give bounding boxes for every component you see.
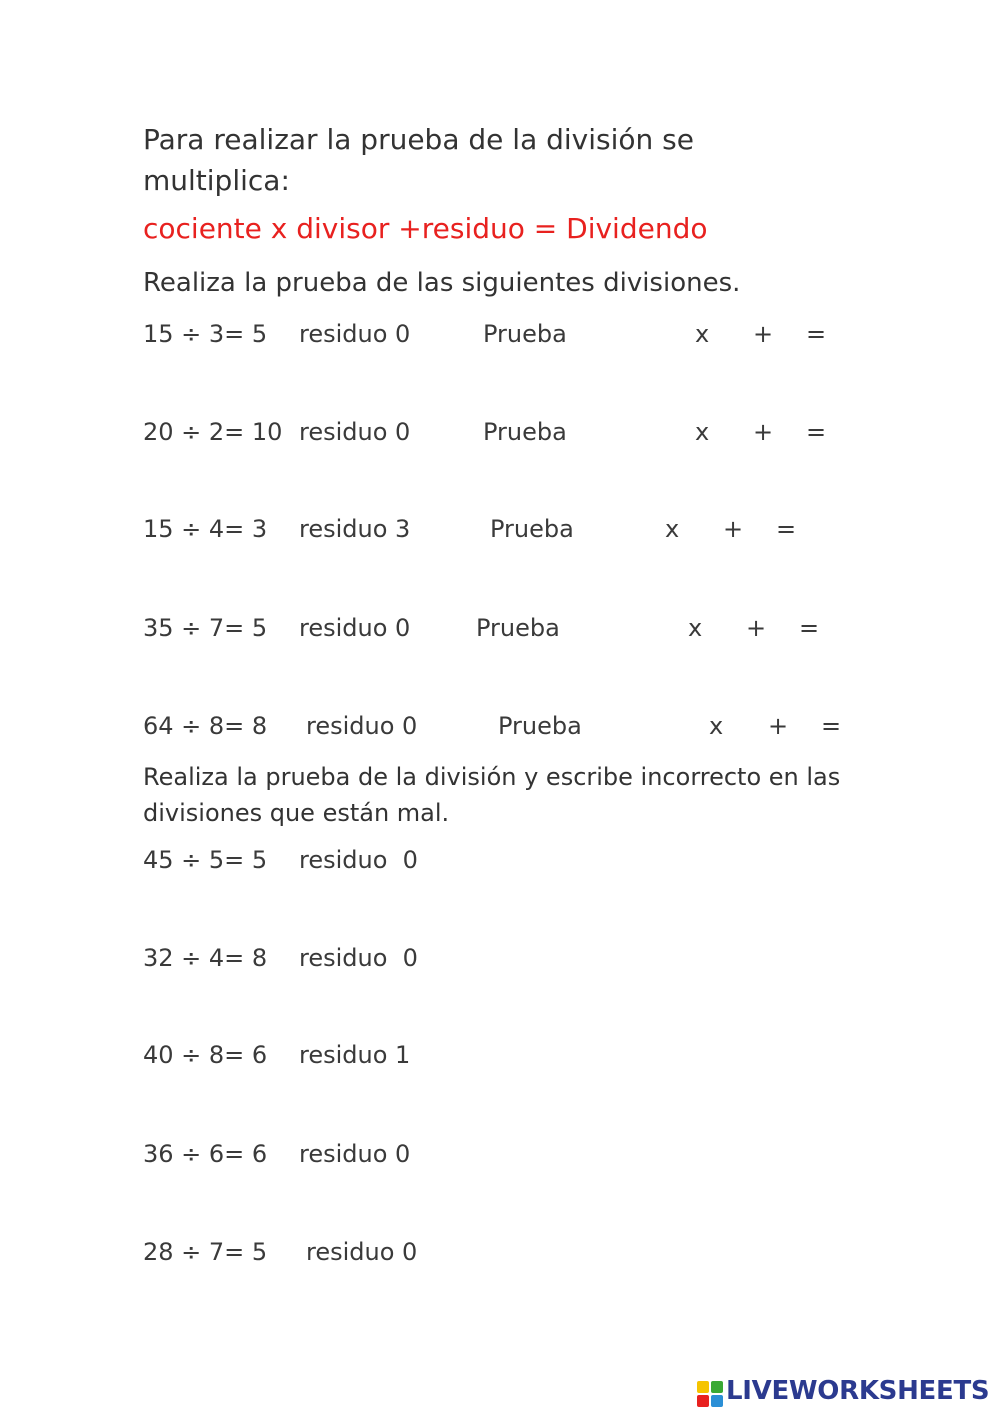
plus-sign: + — [768, 712, 789, 740]
equals-sign: = — [799, 614, 820, 642]
residuo-label: residuo 3 — [299, 515, 411, 543]
prueba-label: Prueba — [483, 320, 567, 348]
division-row — [0, 1238, 1000, 1272]
division-expression: 15 ÷ 4= 3 — [143, 515, 268, 543]
times-sign: x — [665, 515, 680, 543]
residuo-label: residuo 0 — [299, 1140, 411, 1168]
times-sign: x — [695, 418, 710, 446]
residuo-label: residuo 0 — [299, 944, 418, 972]
times-sign: x — [709, 712, 724, 740]
equals-sign: = — [806, 320, 827, 348]
plus-sign: + — [753, 418, 774, 446]
intro-text — [143, 119, 694, 201]
residuo-label: residuo 0 — [299, 614, 411, 642]
residuo-label: residuo 0 — [299, 320, 411, 348]
prueba-label: Prueba — [483, 418, 567, 446]
division-expression: 28 ÷ 7= 5 — [143, 1238, 268, 1266]
residuo-label: residuo 0 — [306, 1238, 418, 1266]
division-expression: 36 ÷ 6= 6 — [143, 1140, 268, 1168]
division-expression: 20 ÷ 2= 10 — [143, 418, 283, 446]
liveworksheets-logo: LIVEWORKSHEETS — [726, 1376, 990, 1406]
division-row — [0, 712, 1000, 746]
plus-sign: + — [753, 320, 774, 348]
prueba-label: Prueba — [498, 712, 582, 740]
division-row — [0, 1041, 1000, 1075]
instruction-2: Realiza la prueba de la división y escribe incorrecto en las divisiones que están mal. — [143, 763, 841, 827]
prueba-label: Prueba — [476, 614, 560, 642]
instruction-1: Realiza la prueba de las siguientes divisiones. — [143, 268, 741, 298]
liveworksheets-grid-icon — [697, 1381, 723, 1407]
division-row — [0, 846, 1000, 880]
times-sign: x — [695, 320, 710, 348]
residuo-label: residuo 1 — [299, 1041, 411, 1069]
division-expression: 45 ÷ 5= 5 — [143, 846, 268, 874]
intro-line-2: multiplica: — [143, 164, 290, 197]
equals-sign: = — [821, 712, 842, 740]
division-expression: 40 ÷ 8= 6 — [143, 1041, 268, 1069]
residuo-label: residuo 0 — [306, 712, 418, 740]
plus-sign: + — [723, 515, 744, 543]
equals-sign: = — [806, 418, 827, 446]
division-row — [0, 944, 1000, 978]
residuo-label: residuo 0 — [299, 418, 411, 446]
residuo-label: residuo 0 — [299, 846, 418, 874]
division-row — [0, 418, 1000, 452]
division-row — [0, 515, 1000, 549]
division-expression: 35 ÷ 7= 5 — [143, 614, 268, 642]
division-expression: 32 ÷ 4= 8 — [143, 944, 268, 972]
division-row — [0, 1140, 1000, 1174]
division-row — [0, 614, 1000, 648]
prueba-label: Prueba — [490, 515, 574, 543]
division-expression: 15 ÷ 3= 5 — [143, 320, 268, 348]
plus-sign: + — [746, 614, 767, 642]
times-sign: x — [688, 614, 703, 642]
intro-line-1: Para realizar la prueba de la división se — [143, 123, 694, 156]
formula-text: cociente x divisor +residuo = Dividendo — [143, 212, 708, 245]
division-row — [0, 320, 1000, 354]
division-expression: 64 ÷ 8= 8 — [143, 712, 268, 740]
equals-sign: = — [776, 515, 797, 543]
